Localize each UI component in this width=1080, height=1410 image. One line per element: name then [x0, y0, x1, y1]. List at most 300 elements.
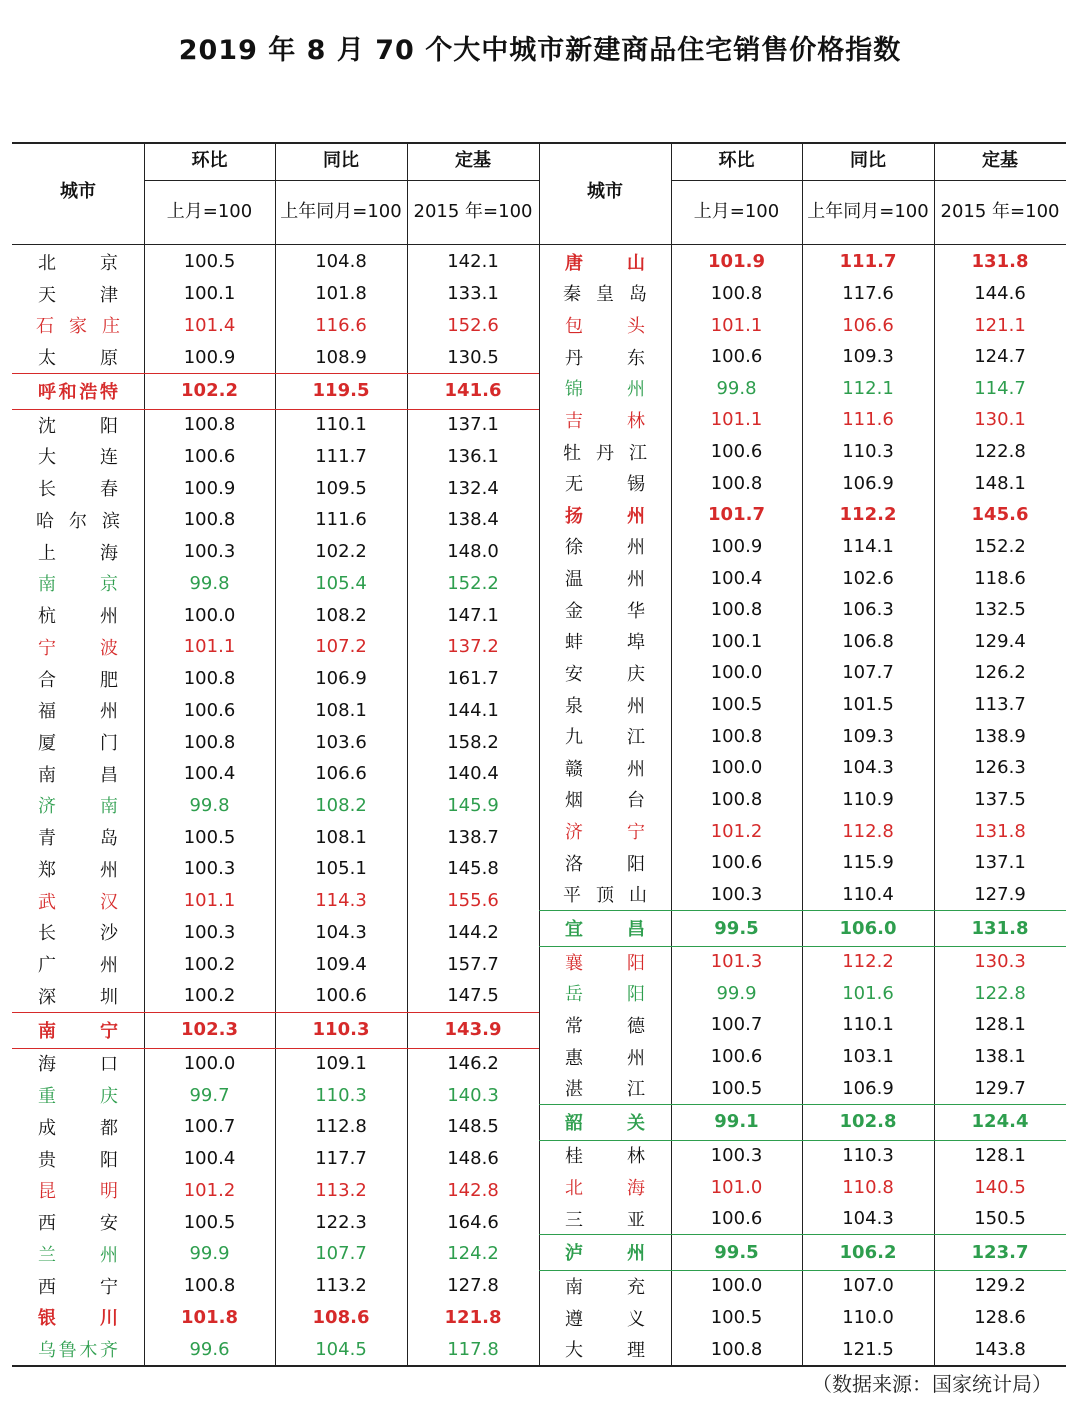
city-name: 银 川: [38, 1308, 118, 1330]
yoy-value: 104.8: [315, 251, 367, 273]
highlight-line-top: [12, 373, 539, 374]
table-row: [539, 1009, 1066, 1041]
table-row: [539, 977, 1066, 1009]
base-value: 136.1: [447, 445, 499, 467]
city-name: 青 岛: [38, 828, 118, 850]
yoy-value: 108.2: [315, 604, 367, 626]
yoy-value: 104.3: [842, 757, 894, 779]
mom-value: 101.8: [181, 1306, 238, 1328]
yoy-value: 117.7: [315, 1148, 367, 1170]
base-value: 128.6: [974, 1307, 1026, 1329]
city-name: 常 德: [565, 1015, 645, 1037]
base-value: 152.6: [447, 314, 499, 336]
city-name: 无 锡: [565, 474, 645, 496]
base-value: 130.1: [974, 409, 1026, 431]
mom-value: 100.7: [710, 1014, 763, 1036]
table-row: [539, 720, 1066, 752]
yoy-value: 106.3: [842, 599, 894, 621]
city-name: 呼 和 浩 特: [38, 381, 118, 403]
mom-value: 100.6: [710, 852, 763, 874]
base-value: 114.7: [974, 377, 1026, 399]
left-header-mom: 环比: [191, 150, 228, 171]
right-header-base-sub: 2015 年=100: [940, 201, 1060, 222]
table-row: [12, 373, 539, 409]
base-value: 144.2: [447, 921, 499, 943]
base-value: 113.7: [974, 694, 1026, 716]
base-value: 124.4: [971, 1111, 1029, 1133]
table-row: [12, 504, 539, 536]
base-value: 131.8: [971, 251, 1029, 273]
table-row: [539, 689, 1066, 721]
base-value: 140.3: [447, 1084, 499, 1106]
mom-value: 100.3: [710, 883, 763, 905]
base-value: 128.1: [974, 1144, 1026, 1166]
yoy-value: 110.3: [315, 1084, 367, 1106]
yoy-value: 109.3: [842, 725, 894, 747]
yoy-value: 102.2: [315, 541, 367, 563]
yoy-value: 106.6: [842, 314, 894, 336]
yoy-value: 112.2: [842, 951, 894, 973]
city-name: 宁 波: [38, 637, 118, 659]
base-value: 127.9: [974, 883, 1026, 905]
yoy-value: 114.1: [842, 535, 894, 557]
yoy-value: 105.4: [315, 572, 367, 594]
mom-value: 100.8: [710, 1338, 763, 1360]
mom-value: 100.4: [710, 567, 763, 589]
mom-value: 99.8: [716, 377, 757, 399]
city-name: 泸 州: [565, 1243, 645, 1265]
city-name: 南 宁: [38, 1020, 118, 1042]
yoy-value: 113.2: [315, 1179, 367, 1201]
mom-value: 100.1: [710, 630, 763, 652]
city-name: 三 亚: [565, 1209, 645, 1231]
city-name: 宜 昌: [565, 919, 645, 940]
base-value: 155.6: [447, 890, 499, 912]
left-header-city: 城市: [60, 181, 96, 202]
yoy-value: 109.1: [315, 1052, 367, 1074]
table-row: [539, 499, 1066, 531]
mom-value: 100.8: [183, 731, 236, 753]
table-row: [539, 436, 1066, 468]
mom-value: 101.1: [710, 409, 763, 431]
left-table-half: [12, 142, 539, 1367]
base-value: 158.2: [447, 731, 499, 753]
mom-value: 100.6: [710, 441, 763, 463]
yoy-value: 104.5: [315, 1338, 367, 1360]
city-name: 厦 门: [38, 733, 118, 754]
right-header-yoy-sub: 上年同月=100: [807, 201, 929, 222]
city-name: 南 充: [565, 1276, 645, 1298]
city-name: 蚌 埠: [565, 632, 645, 654]
table-row: [12, 309, 539, 341]
table-row: [12, 341, 539, 373]
mom-value: 100.8: [183, 1275, 236, 1297]
base-value: 141.6: [444, 380, 502, 402]
base-value: 124.2: [447, 1243, 499, 1265]
table-row: [12, 1111, 539, 1143]
yoy-value: 110.3: [312, 1019, 370, 1041]
yoy-value: 102.8: [839, 1111, 897, 1133]
yoy-value: 106.8: [842, 630, 894, 652]
table-row: [539, 1234, 1066, 1270]
table-row: [12, 536, 539, 568]
mom-value: 101.7: [708, 504, 765, 526]
left-header-base-sub: 2015 年=100: [413, 201, 533, 222]
city-name: 九 江: [565, 727, 645, 749]
table-row: [539, 1104, 1066, 1140]
yoy-value: 103.6: [315, 731, 367, 753]
yoy-value: 101.5: [842, 694, 894, 716]
base-value: 131.8: [974, 820, 1026, 842]
base-value: 132.5: [974, 599, 1026, 621]
yoy-value: 107.7: [315, 1243, 367, 1265]
yoy-value: 110.9: [842, 788, 894, 810]
table-row: [12, 599, 539, 631]
city-name: 金 华: [565, 600, 645, 622]
mom-value: 99.8: [189, 794, 230, 816]
yoy-value: 117.6: [842, 282, 894, 304]
city-name: 天 津: [38, 284, 118, 306]
mom-value: 99.9: [189, 1243, 230, 1265]
mom-value: 100.3: [710, 1144, 763, 1166]
base-value: 137.5: [974, 788, 1026, 810]
mom-value: 100.8: [183, 509, 236, 531]
city-name: 哈 尔 滨: [36, 510, 120, 532]
yoy-value: 107.0: [842, 1275, 894, 1297]
city-name: 平 顶 山: [563, 885, 647, 907]
city-name: 长 春: [38, 479, 118, 501]
table-row: [539, 1333, 1066, 1365]
yoy-value: 108.2: [315, 794, 367, 816]
table-row: [12, 1048, 539, 1080]
yoy-value: 119.5: [312, 380, 370, 402]
mom-value: 100.4: [183, 1148, 236, 1170]
table-row: [539, 626, 1066, 658]
table-row: [539, 879, 1066, 911]
table-row: [12, 631, 539, 663]
table-row: [539, 1140, 1066, 1172]
table-row: [539, 784, 1066, 816]
mom-value: 100.5: [710, 694, 763, 716]
yoy-value: 106.9: [315, 668, 367, 690]
yoy-value: 110.1: [315, 414, 367, 436]
base-value: 150.5: [974, 1208, 1026, 1230]
yoy-value: 110.3: [842, 1144, 894, 1166]
right-header-mom-sub: 上月=100: [693, 201, 780, 222]
table-row: [12, 663, 539, 695]
table-row: [539, 1302, 1066, 1334]
mom-value: 101.0: [710, 1176, 763, 1198]
base-value: 126.2: [974, 662, 1026, 684]
table-row: [539, 467, 1066, 499]
yoy-value: 114.3: [315, 890, 367, 912]
base-value: 143.9: [444, 1019, 502, 1041]
mom-value: 100.7: [183, 1116, 236, 1138]
mom-value: 100.3: [183, 858, 236, 880]
yoy-value: 110.0: [842, 1307, 894, 1329]
mom-value: 100.5: [183, 1211, 236, 1233]
base-value: 130.3: [974, 951, 1026, 973]
price-index-table: [12, 142, 1066, 1367]
mom-value: 100.8: [710, 788, 763, 810]
table-row: [12, 917, 539, 949]
base-value: 145.6: [971, 504, 1029, 526]
yoy-value: 102.6: [842, 567, 894, 589]
mom-value: 100.8: [710, 725, 763, 747]
mom-value: 101.2: [710, 820, 763, 842]
mom-value: 100.8: [710, 472, 763, 494]
city-name: 石 家 庄: [36, 316, 120, 338]
base-value: 121.1: [974, 314, 1026, 336]
base-value: 133.1: [447, 283, 499, 305]
city-name: 西 宁: [38, 1276, 118, 1298]
right-header-yoy: 同比: [850, 150, 886, 171]
city-name: 襄 阳: [565, 952, 645, 974]
base-value: 145.8: [447, 858, 499, 880]
yoy-value: 101.6: [842, 982, 894, 1004]
table-row: [539, 657, 1066, 689]
table-row: [539, 1171, 1066, 1203]
table-row: [539, 594, 1066, 626]
city-name: 温 州: [565, 569, 645, 591]
yoy-value: 108.1: [315, 826, 367, 848]
mom-value: 100.5: [183, 826, 236, 848]
yoy-value: 111.6: [315, 509, 367, 531]
base-value: 126.3: [974, 757, 1026, 779]
base-value: 129.7: [974, 1077, 1026, 1099]
city-name: 包 头: [565, 316, 645, 338]
city-name: 秦 皇 岛: [563, 284, 647, 306]
city-name: 乌 鲁 木 齐: [38, 1340, 118, 1362]
table-row: [539, 404, 1066, 436]
base-value: 131.8: [971, 917, 1029, 939]
base-value: 140.5: [974, 1176, 1026, 1198]
table-row: [12, 1079, 539, 1111]
table-row: [12, 1333, 539, 1365]
mom-value: 100.3: [183, 541, 236, 563]
yoy-value: 100.6: [315, 985, 367, 1007]
mom-value: 100.8: [710, 282, 763, 304]
yoy-value: 122.3: [315, 1211, 367, 1233]
city-name: 兰 州: [38, 1244, 118, 1266]
city-name: 昆 明: [38, 1181, 118, 1203]
highlight-line-top: [539, 1234, 1066, 1235]
city-name: 湛 江: [565, 1079, 645, 1101]
mom-value: 102.2: [181, 380, 238, 402]
yoy-value: 111.7: [839, 251, 897, 273]
city-name: 北 海: [565, 1178, 645, 1200]
table-row: [12, 694, 539, 726]
table-row: [539, 373, 1066, 405]
base-value: 152.2: [974, 535, 1026, 557]
yoy-value: 101.8: [315, 283, 367, 305]
mom-value: 101.1: [183, 890, 236, 912]
base-value: 121.8: [444, 1306, 502, 1328]
table-row: [539, 341, 1066, 373]
yoy-value: 106.0: [839, 917, 897, 939]
mom-value: 101.1: [183, 636, 236, 658]
city-name: 大 连: [38, 447, 118, 469]
base-value: 138.7: [447, 826, 499, 848]
table-row: [12, 1238, 539, 1270]
table-row: [539, 1203, 1066, 1235]
table-row: [539, 531, 1066, 563]
city-name: 惠 州: [565, 1047, 645, 1069]
table-row: [539, 246, 1066, 278]
highlight-line-top: [12, 1012, 539, 1013]
yoy-value: 115.9: [842, 852, 894, 874]
yoy-value: 106.9: [842, 1077, 894, 1099]
mom-value: 100.5: [710, 1307, 763, 1329]
left-header-mom-sub: 上月=100: [166, 201, 253, 222]
highlight-line-top: [539, 1104, 1066, 1105]
base-value: 124.7: [974, 346, 1026, 368]
yoy-value: 112.2: [839, 504, 897, 526]
city-name: 太 原: [38, 348, 118, 370]
base-value: 137.1: [447, 414, 499, 436]
table-row: [539, 847, 1066, 879]
city-name: 牡 丹 江: [563, 442, 647, 464]
base-value: 118.6: [974, 567, 1026, 589]
city-name: 杭 州: [38, 606, 118, 628]
base-value: 144.1: [447, 699, 499, 721]
base-value: 148.6: [447, 1148, 499, 1170]
mom-value: 100.6: [183, 699, 236, 721]
mom-value: 100.8: [710, 599, 763, 621]
table-row: [539, 910, 1066, 946]
table-row: [12, 790, 539, 822]
city-name: 济 宁: [565, 822, 645, 844]
city-name: 韶 关: [565, 1112, 645, 1134]
table-row: [12, 948, 539, 980]
mom-value: 100.5: [710, 1077, 763, 1099]
base-value: 127.8: [447, 1275, 499, 1297]
mom-value: 99.7: [189, 1084, 230, 1106]
data-source-note: （数据来源：国家统计局）: [812, 1372, 1052, 1396]
mom-value: 100.1: [183, 283, 236, 305]
yoy-value: 108.1: [315, 699, 367, 721]
yoy-value: 111.7: [315, 445, 367, 467]
base-value: 147.5: [447, 985, 499, 1007]
base-value: 128.1: [974, 1014, 1026, 1036]
right-header-city: 城市: [587, 181, 623, 202]
base-value: 123.7: [971, 1241, 1029, 1263]
city-name: 烟 台: [565, 790, 645, 812]
city-name: 扬 州: [565, 505, 645, 527]
yoy-value: 108.9: [315, 346, 367, 368]
city-name: 赣 州: [565, 758, 645, 780]
base-value: 140.4: [447, 763, 499, 785]
mom-value: 99.8: [189, 572, 230, 594]
yoy-value: 106.2: [839, 1241, 897, 1263]
table-row: [12, 1302, 539, 1334]
yoy-value: 112.1: [842, 377, 894, 399]
city-name: 丹 东: [565, 347, 645, 369]
table-row: [539, 752, 1066, 784]
table-row: [12, 853, 539, 885]
table-row: [12, 567, 539, 599]
table-row: [539, 1270, 1066, 1302]
mom-value: 100.2: [183, 985, 236, 1007]
mom-value: 100.0: [710, 757, 763, 779]
yoy-value: 110.1: [842, 1014, 894, 1036]
city-name: 武 汉: [38, 891, 118, 913]
city-name: 唐 山: [565, 252, 645, 274]
city-name: 北 京: [38, 252, 118, 274]
yoy-value: 105.1: [315, 858, 367, 880]
mom-value: 99.5: [714, 917, 759, 939]
highlight-line-top: [539, 910, 1066, 911]
base-value: 138.1: [974, 1046, 1026, 1068]
base-value: 144.6: [974, 282, 1026, 304]
mom-value: 100.6: [710, 1046, 763, 1068]
base-value: 161.7: [447, 668, 499, 690]
table-row: [12, 278, 539, 310]
table-row: [12, 821, 539, 853]
mom-value: 100.9: [183, 477, 236, 499]
base-value: 129.2: [974, 1275, 1026, 1297]
city-name: 成 都: [38, 1117, 118, 1139]
yoy-value: 109.5: [315, 477, 367, 499]
yoy-value: 109.3: [842, 346, 894, 368]
yoy-value: 112.8: [315, 1116, 367, 1138]
yoy-value: 106.9: [842, 472, 894, 494]
city-name: 西 安: [38, 1213, 118, 1235]
city-name: 长 沙: [38, 923, 118, 945]
city-name: 福 州: [38, 701, 118, 723]
city-name: 贵 阳: [38, 1149, 118, 1171]
mom-value: 100.9: [183, 346, 236, 368]
yoy-value: 110.3: [842, 441, 894, 463]
base-value: 137.2: [447, 636, 499, 658]
base-value: 132.4: [447, 477, 499, 499]
city-name: 深 圳: [38, 986, 118, 1008]
base-value: 143.8: [974, 1338, 1026, 1360]
table-row: [12, 758, 539, 790]
city-name: 海 口: [38, 1054, 118, 1076]
yoy-value: 103.1: [842, 1046, 894, 1068]
table-row: [539, 1041, 1066, 1073]
mom-value: 100.6: [710, 1208, 763, 1230]
yoy-value: 109.4: [315, 953, 367, 975]
table-row: [539, 1072, 1066, 1104]
mom-value: 100.3: [183, 921, 236, 943]
city-name: 南 昌: [38, 764, 118, 786]
yoy-value: 110.8: [842, 1176, 894, 1198]
base-value: 129.4: [974, 630, 1026, 652]
city-name: 岳 阳: [565, 984, 645, 1006]
city-name: 济 南: [38, 796, 118, 818]
city-name: 上 海: [38, 542, 118, 564]
table-row: [539, 562, 1066, 594]
mom-value: 100.8: [183, 414, 236, 436]
table-row: [12, 1012, 539, 1048]
mom-value: 102.3: [181, 1019, 238, 1041]
base-value: 122.8: [974, 982, 1026, 1004]
table-row: [12, 726, 539, 758]
table-row: [12, 246, 539, 278]
base-value: 138.4: [447, 509, 499, 531]
mom-value: 100.0: [710, 662, 763, 684]
mom-value: 100.6: [710, 346, 763, 368]
city-name: 泉 州: [565, 695, 645, 717]
right-table-half: [539, 142, 1066, 1367]
yoy-value: 107.2: [315, 636, 367, 658]
mom-value: 100.0: [710, 1275, 763, 1297]
mom-value: 100.9: [710, 535, 763, 557]
base-value: 148.5: [447, 1116, 499, 1138]
yoy-value: 111.6: [842, 409, 894, 431]
